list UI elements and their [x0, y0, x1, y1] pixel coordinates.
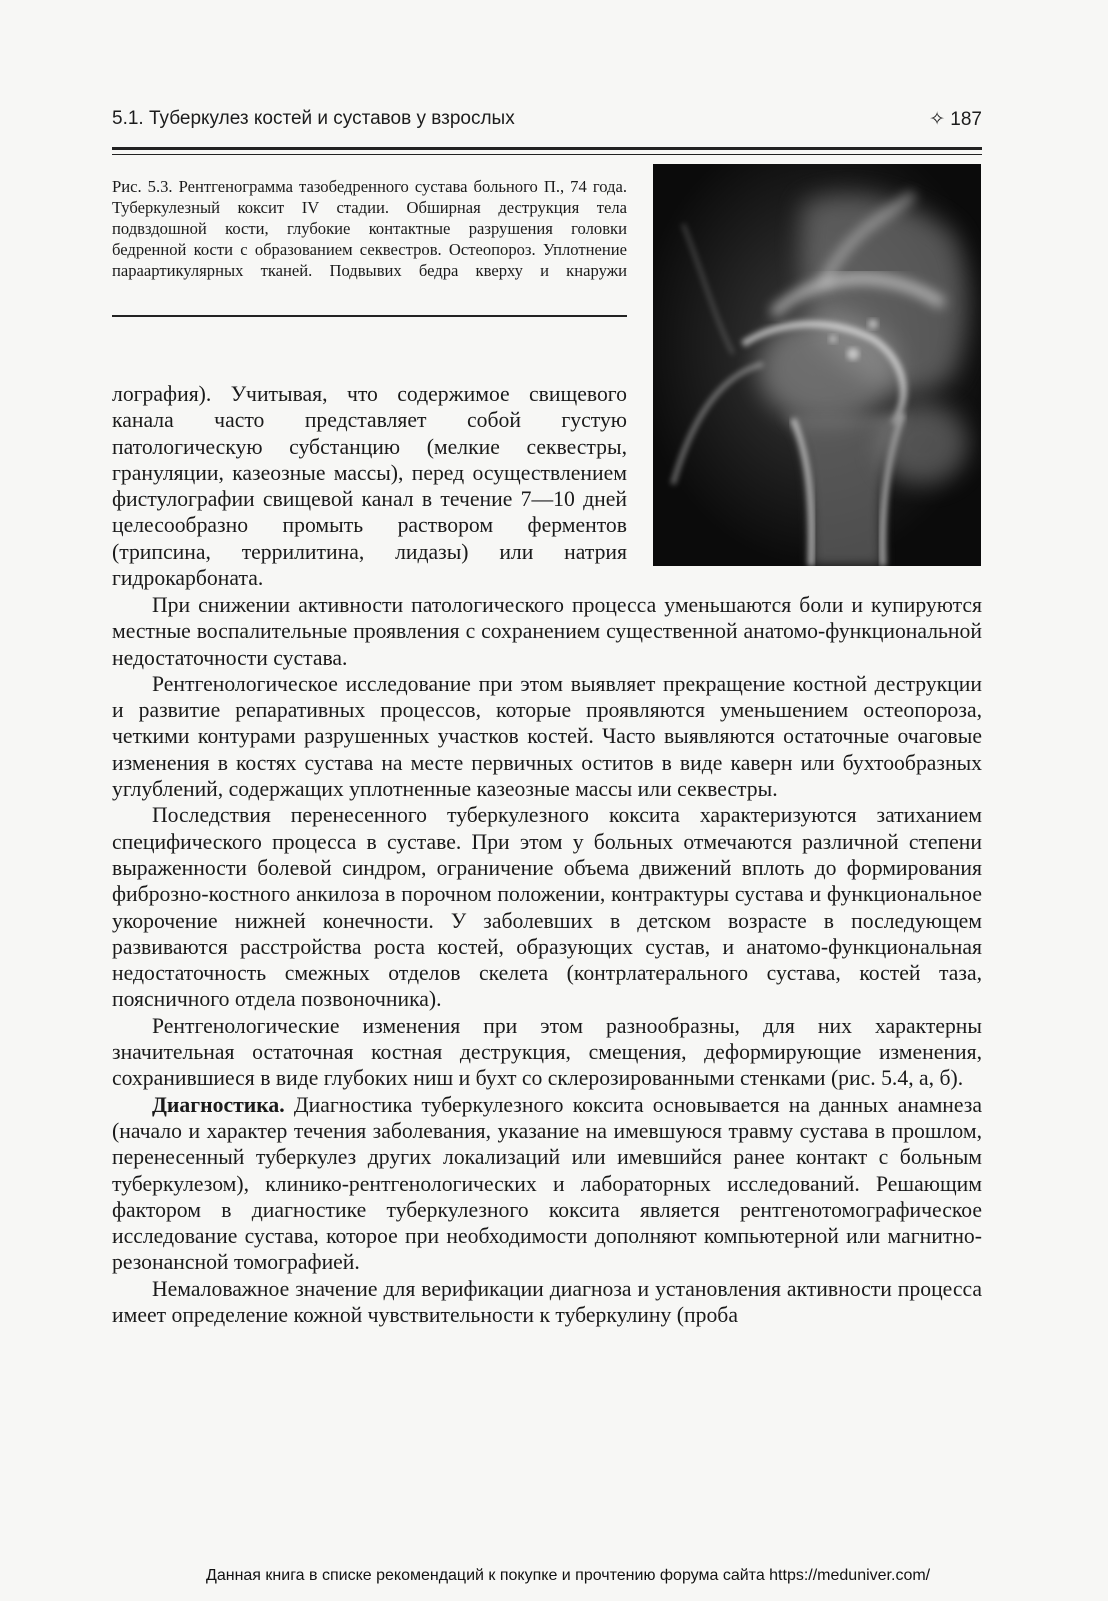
- page-number: ✧ 187: [929, 109, 982, 130]
- section-title: 5.1. Туберкулез костей и суставов у взрослых: [112, 108, 515, 129]
- paragraph: При снижении активности патологического процесса уменьшаются боли и купируются местные воспалительные проявления с сохранением существенной анатомо-функциональной недостаточности сустава.: [112, 593, 982, 670]
- paragraph: лография). Учитывая, что содержимое свищевого канала часто представляет собой густую патологическую субстанцию (мелкие секвестры, грануляции, казеозные массы), перед осуществлением фистулографии свищевой канал в течение 7—10 дней целесообразно промыть раствором ферментов (трипсина, террилитина, лидазы) или натрия гидрокарбоната.: [112, 382, 627, 591]
- xray-image: [653, 164, 981, 566]
- paragraph: Рентгенологические изменения при этом разнообразны, для них характерны значительная остаточная костная деструкция, смещения, деформирующие изменения, сохранившиеся в виде глубоких ниш и бухт со склерозированными стенками (рис. 5.4, а, б).: [112, 1013, 982, 1091]
- paragraph-diagnostics: [112, 1092, 982, 1276]
- header-rule-thin: [112, 154, 982, 155]
- xray-hip-joint-picture: [653, 164, 981, 566]
- diagnostics-heading: Диагностика.: [152, 1092, 285, 1117]
- diagnostics-text: Диагностика туберкулезного коксита основывается на данных анамнеза (начало и характер течения заболевания, указание на имевшуюся травму сустава в прошлом, перенесенный туберкулез других локализаций или имевшийся ранее контакт с больным туберкулезом), клинико-рентгенологических и лабораторных исследований. Решающим фактором в диагностике туберкулезного коксита является рентгенотомографическое исследование сустава, которое при необходимости дополняют компьютерной или магнитно-резонансной томографией.: [112, 1092, 982, 1275]
- paragraph: Последствия перенесенного туберкулезного коксита характеризуются затиханием специфического процесса в суставе. При этом у больных отмечаются различной степени выраженности болевой синдром, ограничение объема движений вплоть до формирования фиброзно-костного анкилоза в порочном положении, контрактуры сустава и функциональное укорочение нижней конечности. У заболевших в детском возрасте в последующем развиваются расстройства роста костей, образующих сустав, и анатомо-функциональная недостаточность смежных отделов скелета (контрлатерального сустава, костей таза, поясничного отдела позвоночника).: [112, 803, 982, 1012]
- body-text-top: [112, 381, 627, 591]
- figure-caption: Рис. 5.3. Рентгенограмма тазобедренного сустава больного П., 74 года. Туберкулезный коксит IV стадии. Обширная деструкция тела подвздошной кости, глубокие контактные разрушения головки бедренной кости с образованием секвестров. Остеопороз. Уплотнение параартикулярных тканей. Подвывих бедра кверху и кнаружи: [112, 177, 627, 280]
- header-rule-thick: [112, 147, 982, 150]
- footer-note: Данная книга в списке рекомендаций к покупке и прочтению форума сайта https://meduniver.com/: [206, 1567, 931, 1584]
- caption-rule: [112, 315, 627, 317]
- body-text-main: [112, 592, 982, 1328]
- paragraph: Рентгенологическое исследование при этом выявляет прекращение костной деструкции и развитие репаративных процессов, которые проявляются уменьшением остеопороза, четкими контурами разрушенных участков костей. Часто выявляются остаточные очаговые изменения в костях сустава на месте первичных оститов в виде каверн или бухтообразных углублений, содержащих уплотненные казеозные массы или секвестры.: [112, 671, 982, 802]
- paragraph: Немаловажное значение для верификации диагноза и установления активности процесса имеет определение кожной чувствительности к туберкулину (проба: [112, 1276, 982, 1328]
